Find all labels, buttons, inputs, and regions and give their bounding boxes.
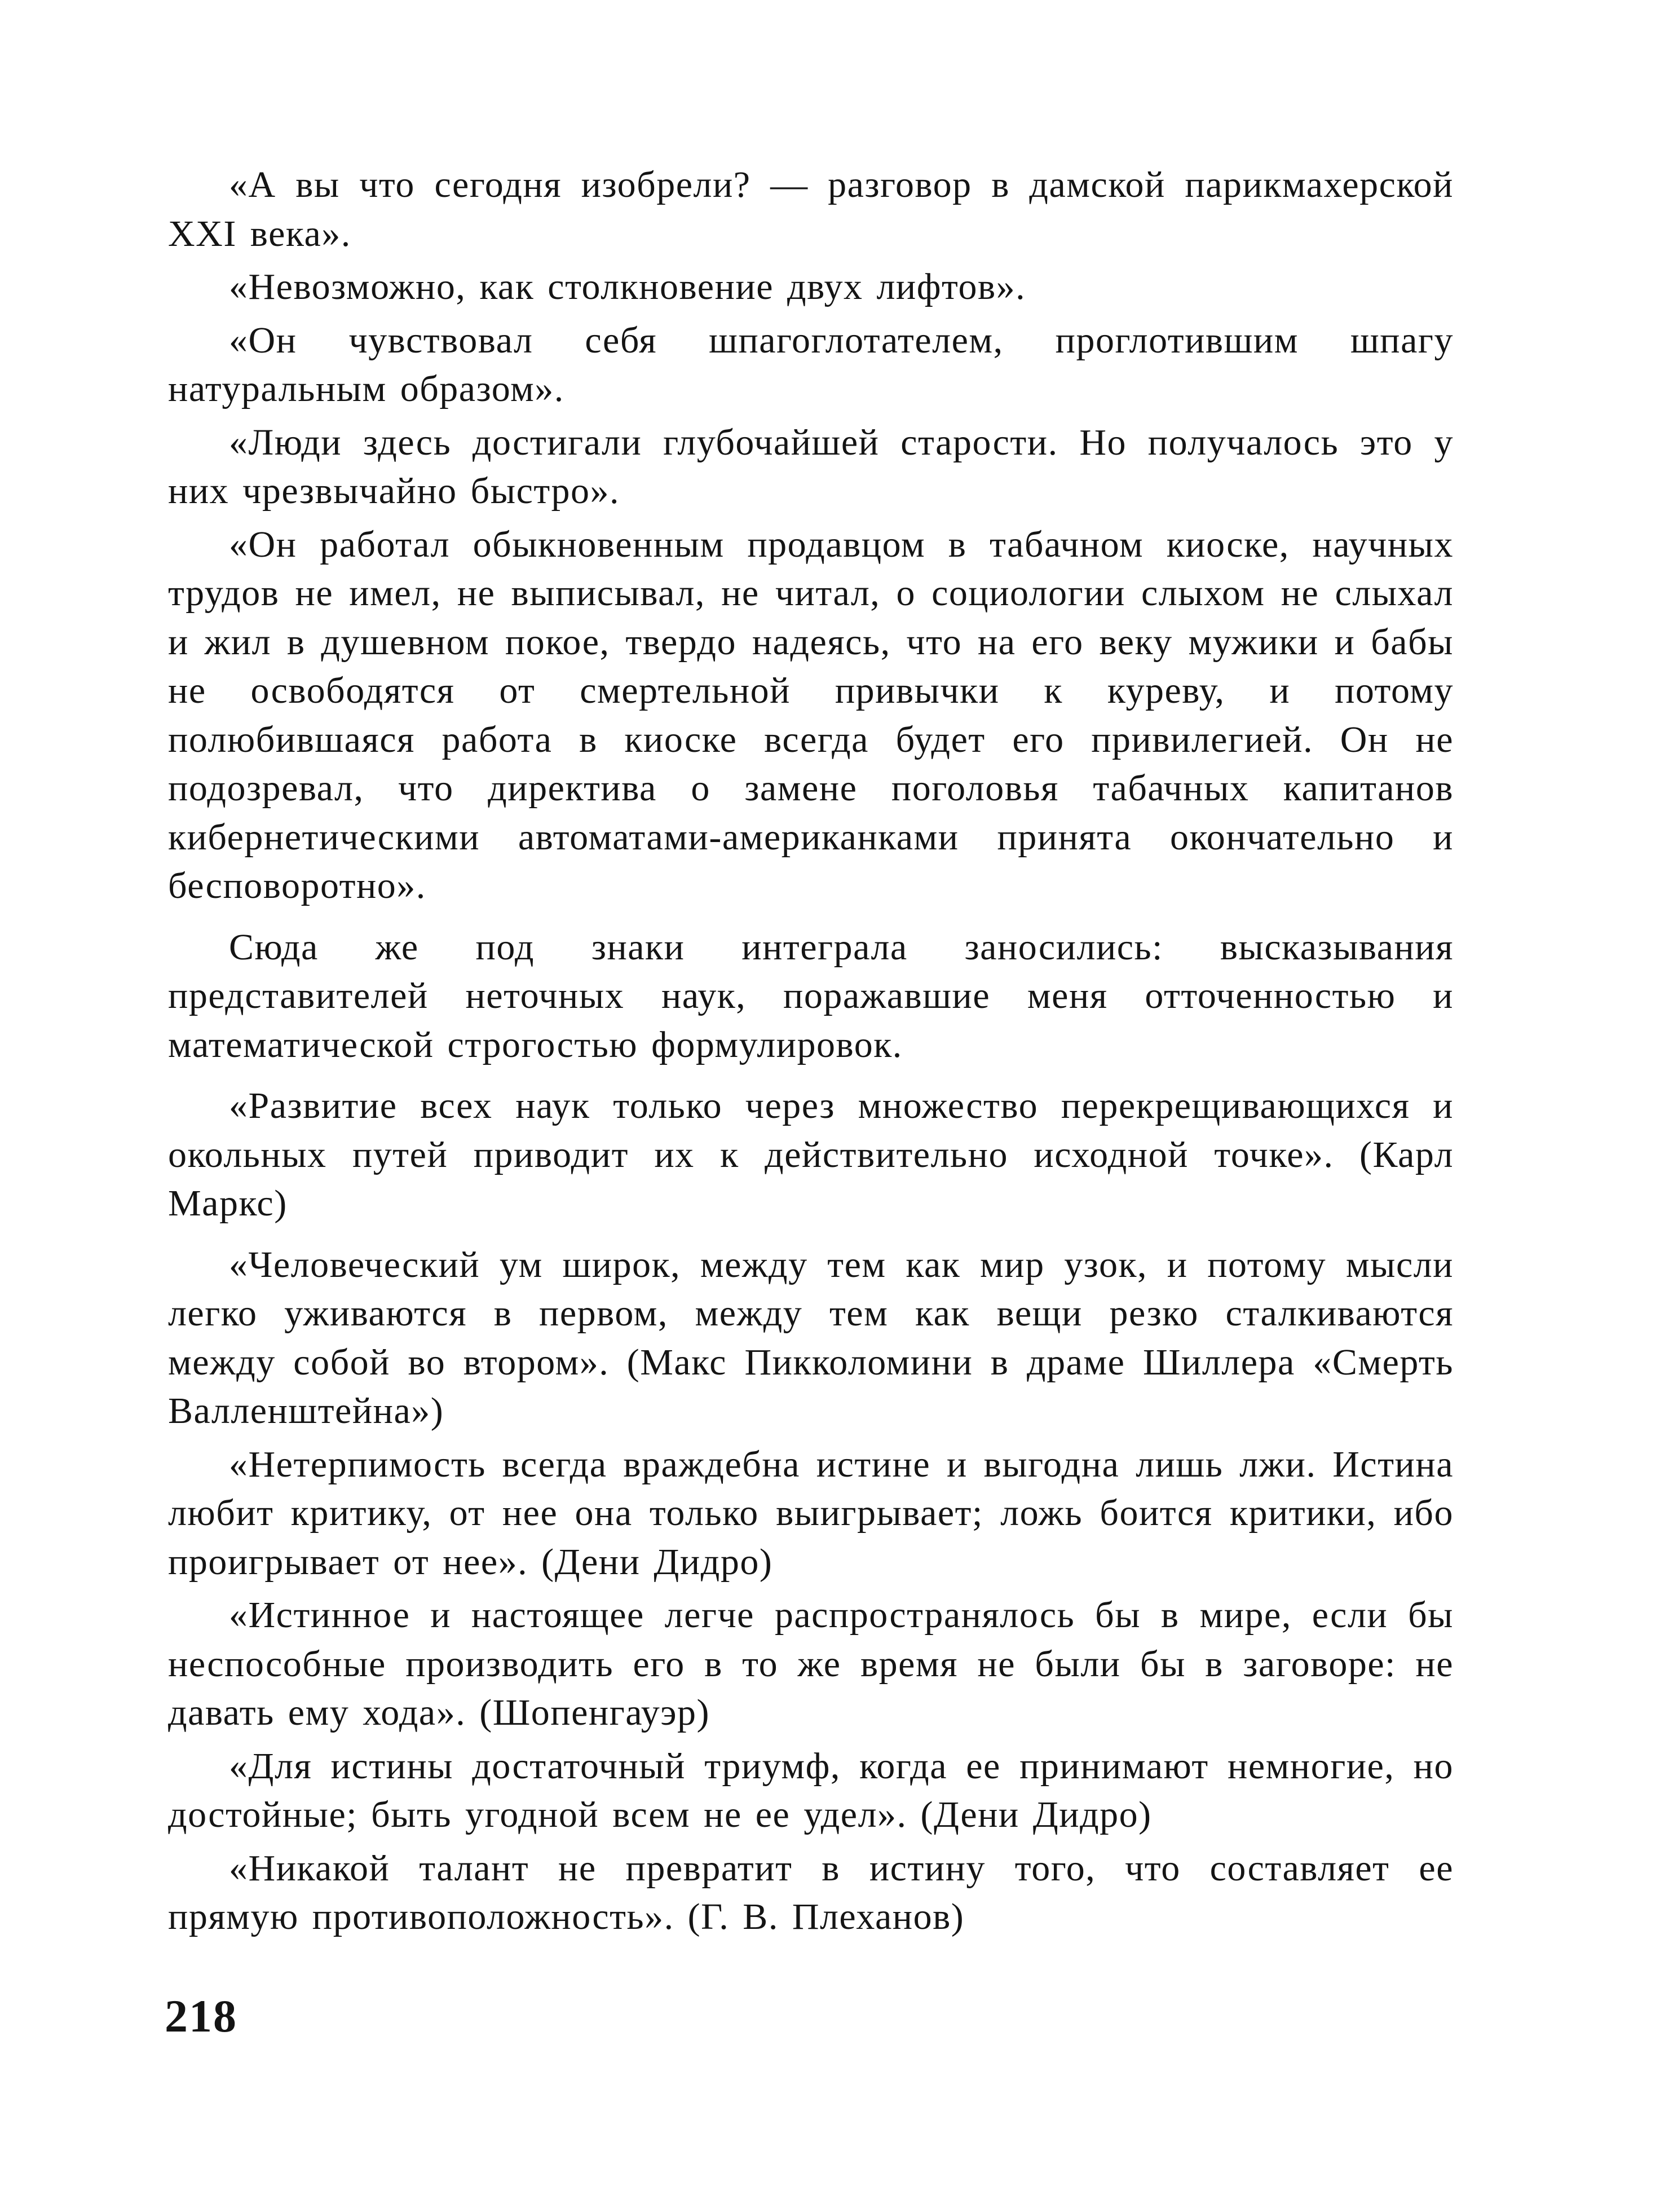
paragraph-quote-2: «Невозможно, как столкновение двух лифтов».	[229, 266, 1026, 307]
body-text	[168, 161, 1454, 1942]
paragraph-quote-5: «Он работал обыкновенным продавцом в табачном киоске, научных трудов не имел, не выписывал, не читал, о социологии слыхом не слыхал и жил в душевном покое, твердо надеясь, что на его веку мужики и бабы не освободятся от смертельной привычки к куреву, и потому полюбившаяся работа в киоске всегда будет его привилегией. Он не подозревал, что директива о замене поголовья табачных капитанов кибернетическими автоматами-американками принята окончательно и бесповоротно».	[168, 523, 1454, 906]
page-number: 218	[165, 1990, 237, 2042]
paragraph-quote-schiller: «Человеческий ум широк, между тем как мир узок, и потому мысли легко уживаются в первом, между тем как вещи резко сталкиваются между собой во втором». (Макс Пикколомини в драме Шиллера «Смерть Валленштейна»)	[168, 1244, 1454, 1431]
paragraph-quote-plekhanov: «Никакой талант не превратит в истину того, что составляет ее прямую противоположность». (Г. В. Плеханов)	[168, 1847, 1454, 1937]
paragraph-quote-diderot-1: «Нетерпимость всегда враждебна истине и выгодна лишь лжи. Истина любит критику, от нее она только выигрывает; ложь боится критики, ибо проигрывает от нее». (Дени Дидро)	[168, 1443, 1454, 1583]
paragraph-quote-4: «Люди здесь достигали глубочайшей старости. Но получалось это у них чрезвычайно быстро».	[168, 421, 1454, 512]
paragraph-quote-1: «А вы что сегодня изобрели? — разговор в дамской парикмахерской XXI века».	[168, 164, 1454, 254]
paragraph-intro: Сюда же под знаки интеграла заносились: высказывания представителей неточных наук, поражавшие меня отточенностью и математической строгостью формулировок.	[168, 926, 1454, 1065]
paragraph-quote-diderot-2: «Для истины достаточный триумф, когда ее принимают немногие, но достойные; быть угодной всем не ее удел». (Дени Дидро)	[168, 1745, 1454, 1835]
paragraph-quote-3: «Он чувствовал себя шпагоглотателем, проглотившим шпагу натуральным образом».	[168, 319, 1454, 409]
paragraph-quote-marx: «Развитие всех наук только через множество перекрещивающихся и окольных путей приводит их к действительно исходной точке». (Карл Маркс)	[168, 1085, 1454, 1224]
paragraph-quote-schopenhauer: «Истинное и настоящее легче распространялось бы в мире, если бы неспособные производить его в то же время не были бы в заговоре: не давать ему хода». (Шопенгауэр)	[168, 1594, 1454, 1733]
